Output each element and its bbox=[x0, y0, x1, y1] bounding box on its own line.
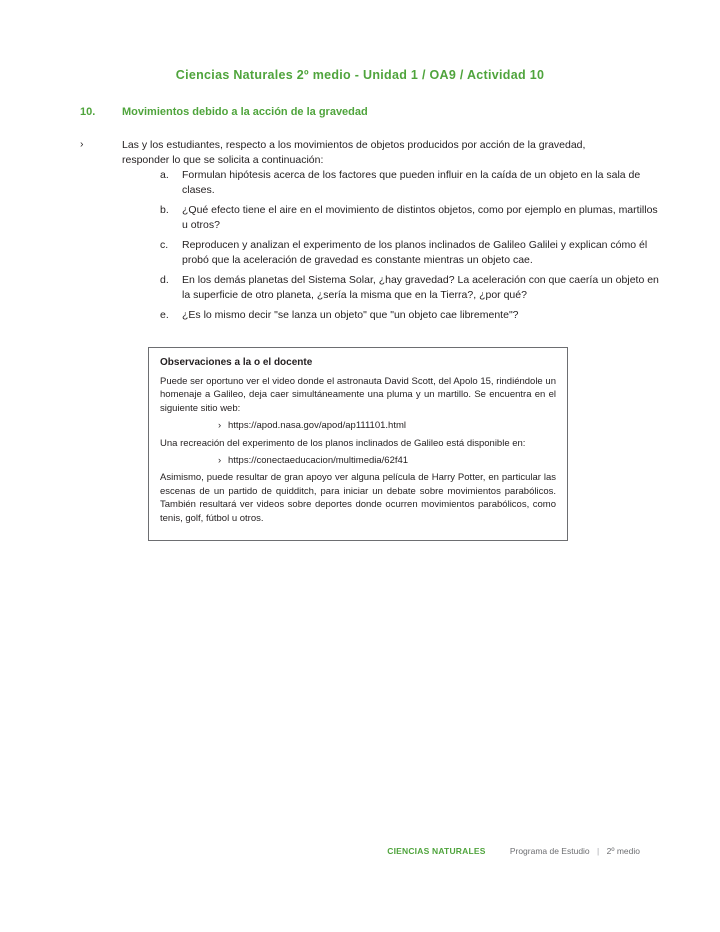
observations-link-1-row bbox=[160, 419, 556, 432]
observations-link-2[interactable]: https://conectaeducacion/multimedia/62f41 bbox=[228, 455, 409, 467]
list-item-marker: b. bbox=[160, 204, 169, 216]
list-item bbox=[160, 238, 660, 268]
intro-marker: › bbox=[80, 138, 84, 150]
list-item-text: Reproducen y analizan el experimento de los planos inclinados de Galileo Galilei y explican cómo él probó que la aceleración de gravedad es constante mientras un objeto cae. bbox=[182, 239, 648, 266]
footer-separator: | bbox=[597, 846, 600, 856]
footer-subject: CIENCIAS NATURALES bbox=[387, 846, 486, 856]
section-number: 10. bbox=[80, 106, 96, 118]
footer-level: 2º medio bbox=[606, 846, 640, 856]
list-item-marker: d. bbox=[160, 274, 169, 286]
list-item-text: En los demás planetas del Sistema Solar, ¿hay gravedad? La aceleración con que caería un objeto en la superficie de otro planeta, ¿sería la misma que en la Tierra?, ¿por qué? bbox=[182, 274, 659, 301]
list-item bbox=[160, 273, 660, 303]
bullet-icon: › bbox=[218, 455, 222, 467]
intro-text: Las y los estudiantes, respecto a los movimientos de objetos producidos por acción de la gravedad, responder lo que se solicita a continuación: bbox=[122, 139, 586, 166]
observations-link-2-row bbox=[160, 454, 556, 467]
observations-link-1[interactable]: https://apod.nasa.gov/apod/ap111101.html bbox=[228, 420, 406, 432]
observations-paragraph-1: Puede ser oportuno ver el video donde el astronauta David Scott, del Apolo 15, rindiéndole un homenaje a Galileo, deja caer simultáneamente una pluma y un martillo. Se encuentra en el siguiente sitio web: bbox=[160, 376, 556, 414]
page-footer bbox=[0, 846, 720, 856]
footer-spacer bbox=[488, 846, 507, 856]
activity-list bbox=[160, 168, 660, 328]
section-title-row bbox=[80, 106, 680, 118]
list-item-marker: a. bbox=[160, 169, 169, 181]
intro-row bbox=[80, 138, 660, 168]
list-item-marker: c. bbox=[160, 239, 169, 251]
bullet-icon: › bbox=[218, 420, 222, 432]
list-item bbox=[160, 308, 660, 323]
observations-paragraph-2: Una recreación del experimento de los planos inclinados de Galileo está disponible en: bbox=[160, 437, 526, 449]
observations-box bbox=[148, 347, 568, 541]
list-item-text: ¿Es lo mismo decir "se lanza un objeto" que "un objeto cae libremente"? bbox=[182, 309, 519, 321]
section-title: Movimientos debido a la acción de la gravedad bbox=[122, 106, 368, 118]
list-item-marker: e. bbox=[160, 309, 169, 321]
observations-paragraph-3: Asimismo, puede resultar de gran apoyo ver alguna película de Harry Potter, en particular las escenas de un partido de quidditch, para iniciar un debate sobre movimientos parabólicos. También resultará ver videos sobre deportes donde ocurren movimientos parabólicos, como tenis, golf, fútbol u otros. bbox=[160, 472, 556, 524]
list-item-text: Formulan hipótesis acerca de los factores que pueden influir en la caída de un objeto en la sala de clases. bbox=[182, 169, 641, 196]
list-item-text: ¿Qué efecto tiene el aire en el movimiento de distintos objetos, como por ejemplo en plumas, martillos u otros? bbox=[182, 204, 658, 231]
list-item bbox=[160, 168, 660, 198]
list-item bbox=[160, 203, 660, 233]
observations-title: Observaciones a la o el docente bbox=[160, 357, 313, 368]
document-header-title: Ciencias Naturales 2º medio - Unidad 1 / OA9 / Actividad 10 bbox=[175, 68, 545, 82]
footer-meta: Programa de Estudio bbox=[509, 846, 590, 856]
